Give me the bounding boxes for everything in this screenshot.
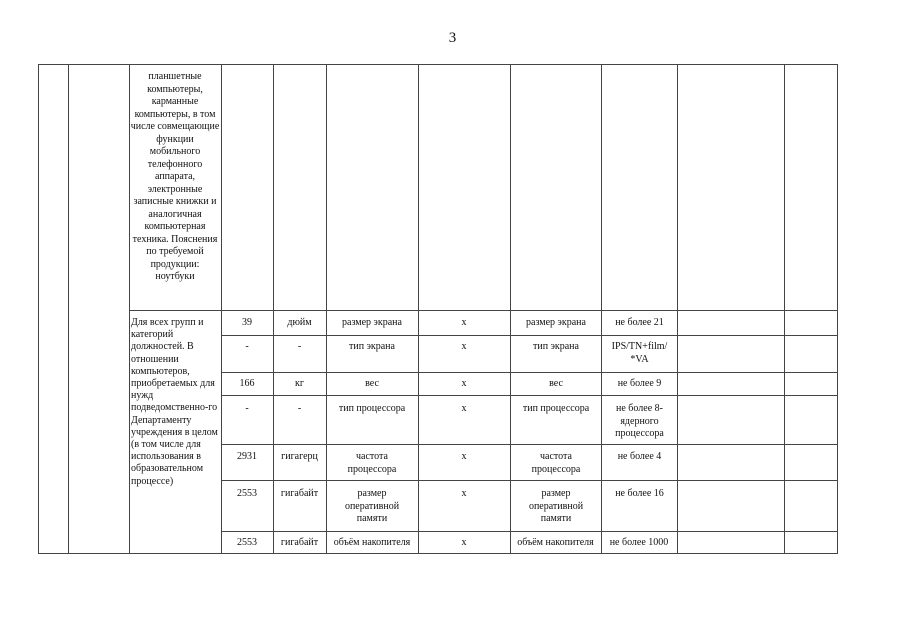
table-row-value: не более 4 bbox=[617, 451, 662, 462]
table-row-characteristic: размер оперативной памяти bbox=[344, 488, 400, 524]
table-row-approved-value: x bbox=[461, 403, 467, 414]
characteristics-table bbox=[38, 64, 838, 554]
table-row-characteristic: частота процессора bbox=[347, 451, 397, 475]
table-row-approved-value: x bbox=[461, 341, 467, 352]
table-row-value: не более 16 bbox=[615, 488, 664, 499]
table-row-value: не более 8-ядерного процессора bbox=[615, 403, 664, 439]
table-row-approved-value: x bbox=[461, 488, 467, 499]
table-top-border bbox=[38, 64, 838, 65]
table-row-code: - bbox=[245, 403, 249, 414]
row-divider bbox=[221, 372, 838, 373]
table-row-code: 166 bbox=[239, 378, 255, 389]
row-divider bbox=[221, 395, 838, 396]
table-row-characteristic-2: размер оперативной памяти bbox=[528, 488, 584, 524]
table-row-unit: гигабайт bbox=[280, 537, 319, 548]
table-row-code: 2553 bbox=[237, 488, 257, 499]
row-divider bbox=[221, 480, 838, 481]
row-divider bbox=[221, 444, 838, 445]
table-row-characteristic-2: тип экрана bbox=[533, 341, 579, 352]
table-row-unit: - bbox=[297, 341, 302, 352]
table-row-characteristic-2: вес bbox=[549, 378, 563, 389]
table-row-code: 39 bbox=[242, 317, 252, 328]
table-row-value: не более 1000 bbox=[609, 537, 669, 548]
row-divider bbox=[221, 531, 838, 532]
table-left-border bbox=[38, 64, 39, 554]
table-row-characteristic-2: размер экрана bbox=[526, 317, 586, 328]
column-divider bbox=[68, 64, 69, 554]
table-row-value: не более 9 bbox=[617, 378, 662, 389]
product-description-cell: планшетные компьютеры, карманные компьютеры, в том числе совмещающие функции мобильного телефонного аппарата, электронные записные книжки и аналогичная компьютерная техника. Пояснения по требуемой продукции: ноутбуки bbox=[130, 71, 220, 282]
table-row-characteristic: объём накопителя bbox=[333, 537, 411, 548]
table-row-unit: гигагерц bbox=[281, 451, 318, 462]
table-row-characteristic: тип экрана bbox=[349, 341, 395, 352]
table-row-characteristic-2: тип процессора bbox=[522, 403, 590, 414]
table-row-characteristic: размер экрана bbox=[342, 317, 402, 328]
table-row-unit: кг bbox=[295, 378, 304, 389]
table-row-code: - bbox=[245, 341, 249, 352]
table-row-unit: гигабайт bbox=[280, 488, 319, 499]
table-row-characteristic-2: объём накопителя bbox=[517, 537, 594, 548]
table-row-characteristic: вес bbox=[365, 378, 379, 389]
table-row-approved-value: x bbox=[461, 451, 467, 462]
row-divider bbox=[221, 335, 838, 336]
table-row-approved-value: x bbox=[461, 378, 467, 389]
table-row-value: IPS/TN+film/ *VA bbox=[611, 341, 668, 365]
table-row-unit: - bbox=[297, 403, 302, 414]
table-row-characteristic-2: частота процессора bbox=[531, 451, 581, 475]
table-row-code: 2553 bbox=[237, 537, 257, 548]
table-row-unit: дюйм bbox=[287, 317, 312, 328]
table-row-approved-value: x bbox=[461, 317, 467, 328]
group-note-cell: Для всех групп и категорий должностей. В отношении компьютеров, приобретаемых для нужд подведомственно-го Департаменту учреждения в целом (в том числе для использования в образовательном процессе) bbox=[131, 317, 218, 487]
table-row-characteristic: тип процессора bbox=[338, 403, 406, 414]
table-row-value: не более 21 bbox=[615, 317, 664, 328]
table-row-code: 2931 bbox=[237, 451, 257, 462]
row-divider bbox=[129, 310, 838, 311]
page-number: 3 bbox=[448, 30, 457, 46]
table-row-approved-value: x bbox=[461, 537, 467, 548]
table-bottom-border bbox=[38, 553, 838, 554]
